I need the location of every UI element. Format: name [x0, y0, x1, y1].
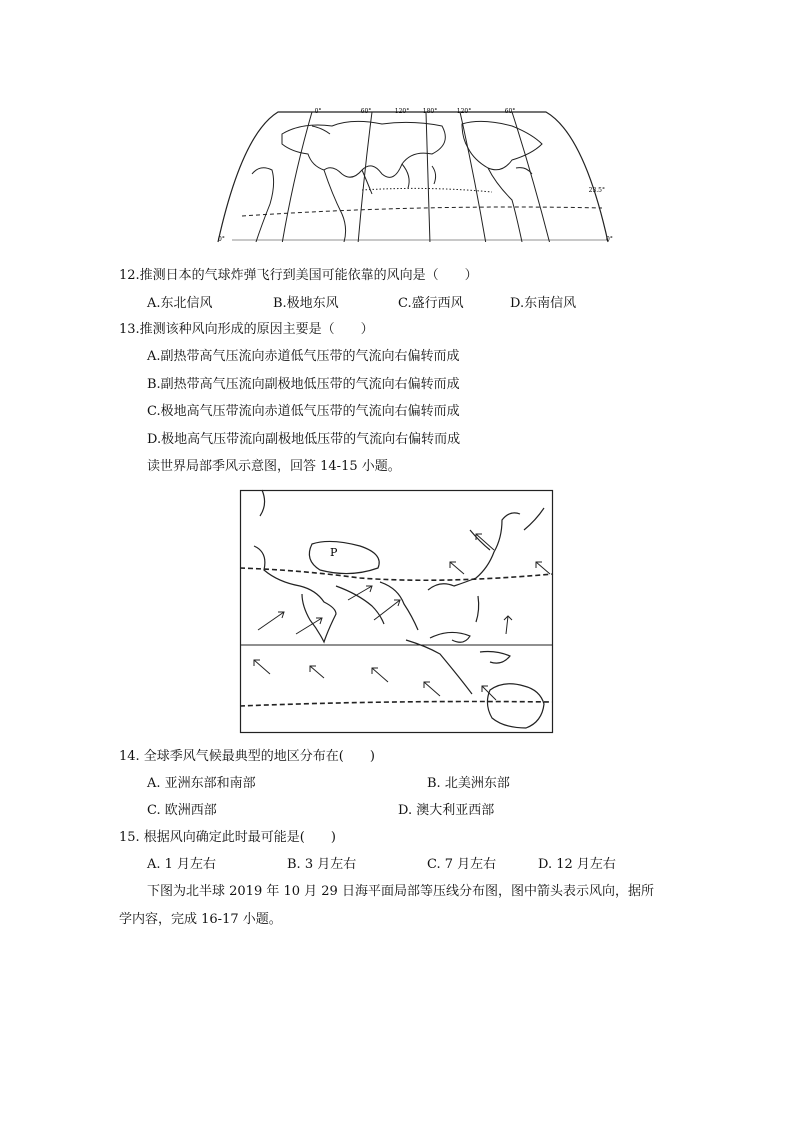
q14-option-b: B. 北美洲东部 [427, 776, 510, 791]
q15-option-d: D. 12 月左右 [538, 857, 616, 872]
q12-stem: 12.推测日本的气球炸弹飞行到美国可能依靠的风向是（ ） [119, 268, 478, 283]
lat-label: 0° [606, 236, 613, 243]
q12-option-a: A.东北信风 [147, 296, 213, 311]
lon-label: 120° [456, 108, 472, 115]
intro-14-15: 读世界局部季风示意图，回答 14-15 小题。 [147, 459, 401, 474]
lon-label: 0° [314, 108, 322, 115]
q12-option-b: B.极地东风 [273, 296, 339, 311]
monsoon-map [240, 490, 554, 734]
q13-option-b: B.副热带高气压流向副极地低压带的气流向右偏转而成 [147, 377, 460, 392]
q13-option-c: C.极地高气压带流向赤道低气压带的气流向右偏转而成 [147, 404, 460, 419]
p-label: P [330, 546, 338, 559]
q13-option-d: D.极地高气压带流向副极地低压带的气流向右偏转而成 [147, 432, 461, 447]
lon-label: 60° [504, 108, 516, 115]
intro-16-17-line2: 学内容，完成 16-17 小题。 [119, 912, 282, 927]
lon-label: 120° [394, 108, 410, 115]
q12-option-d: D.东南信风 [510, 296, 577, 311]
intro-16-17-line1: 下图为北半球 2019 年 10 月 29 日海平面局部等压线分布图，图中箭头表示风向，据所 [147, 884, 654, 899]
q15-option-a: A. 1 月左右 [147, 857, 217, 872]
q14-stem: 14. 全球季风气候最典型的地区分布在( ) [119, 749, 375, 764]
q14-option-d: D. 澳大利亚西部 [398, 803, 495, 818]
lat-label: 23.5° [588, 187, 605, 194]
world-wind-map [212, 104, 612, 244]
lon-label: 180° [422, 108, 438, 115]
q13-option-a: A.副热带高气压流向赤道低气压带的气流向右偏转而成 [147, 349, 460, 364]
q15-stem: 15. 根据风向确定此时最可能是( ) [119, 830, 336, 845]
q13-stem: 13.推测该种风向形成的原因主要是（ ） [119, 322, 374, 337]
q15-option-c: C. 7 月左右 [427, 857, 497, 872]
q14-option-a: A. 亚洲东部和南部 [147, 776, 256, 791]
lat-label: 0° [218, 236, 225, 243]
q14-option-c: C. 欧洲西部 [147, 803, 217, 818]
q12-option-c: C.盛行西风 [398, 296, 464, 311]
wind-arrows [254, 534, 550, 700]
q15-option-b: B. 3 月左右 [287, 857, 357, 872]
lon-label: 60° [360, 108, 372, 115]
